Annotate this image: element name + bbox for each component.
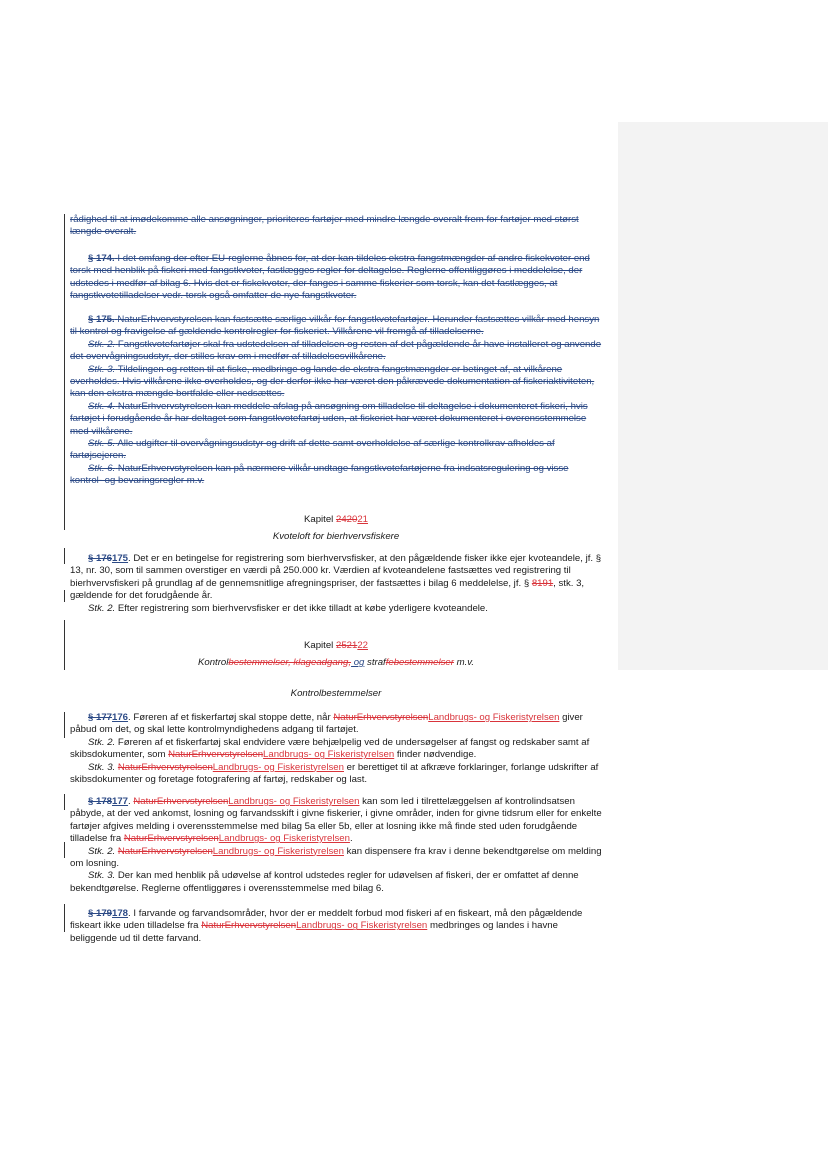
text: Kvoteloft for bierhvervsfiskere [272,531,400,542]
deleted-number: 21 [346,640,358,651]
stk-label: Stk. 5. [88,438,116,450]
stk-label: Stk. 3. [88,761,116,773]
stk-label: Stk. 2. [88,602,116,614]
deleted-agency: NaturErhvervstyrelsen [123,833,219,845]
text: Kontrolbestemmelser [290,688,382,699]
inserted-agency: Landbrugs- og Fiskeristyrelsen [296,920,428,932]
chapter-heading [70,640,602,652]
text: , stk. 3, gældende for det forudgående år. [70,577,585,602]
text: Der kan med henblik på udøvelse af kontrol udstedes regler for udøvelsen af fiskeri, der er omfattet af denne bekendtgørelse. Reglerne offentliggøres i overensstemmelse med bilag 6. [70,870,579,894]
inserted-agency: Landbrugs- og Fiskeristyrelsen [218,833,350,845]
text: Kontrol [197,657,229,668]
text: . [128,796,134,807]
section-174-deleted [70,253,602,303]
section-178 [70,908,602,945]
inserted-agency: Landbrugs- og Fiskeristyrelsen [212,845,344,857]
deleted-paragraph [70,214,602,239]
deleted-agency: NaturErhvervstyrelsen [201,920,297,932]
stk-label: Stk. 4. [88,400,116,412]
inserted-section-number: 177 [112,796,129,807]
deleted-agency: NaturErhvervstyrelsen [168,749,264,761]
section-175-deleted [70,314,602,488]
text: Føreren af et fiskerfartøj skal endvidere være behjælpelig ved de undersøgelser af fangst og redskaber samt af skibsdokumenter, som [70,736,590,761]
chapter-title [70,531,602,543]
deleted-section-number: § 176 [88,553,113,564]
stk-label: Stk. 2. [88,338,116,350]
inserted-number: 22 [357,640,368,651]
deleted-agency: NaturErhvervstyrelsen [117,761,213,773]
deleted-number: 20 [346,514,358,525]
chapter-heading [70,514,602,526]
deleted-text: , klageadgang, [288,657,352,668]
deleted-section-number: § 178 [88,796,113,807]
text: er berettiget til at afkræve forklaringer, forlange udskrifter af skibsdokumenter og foretage fotografering af fartøj, redskaber og last. [70,761,599,786]
chapter-label: Kapitel [303,640,336,651]
text: rådighed til at imødekomme alle ansøgninger, prioriteres fartøjer med mindre længde overalt frem for fartøjer med størst længde overalt. [70,214,579,238]
stk-label: Stk. 3. [88,870,116,882]
text: m.v. [453,657,475,668]
stk-label: Stk. 2. [88,736,116,748]
inserted-section-number: 175 [112,553,129,564]
text: NaturErhvervstyrelsen kan fastsætte særlige vilkår for fangstkvotefartøjer. Herunder fastsættes vilkår med hensyn til kontrol og fravigelse af gældende kontrolregler for fiskeriet. Vilkårene vil fremgå af tilladelserne. [70,314,600,338]
text: giver påbud om det, og skal lette kontrolmyndighedens adgang til fartøjet. [70,712,583,736]
inserted-agency: Landbrugs- og Fiskeristyrelsen [212,761,344,773]
text: . I farvande og farvandsområder, hvor der er meddelt forbud mod fiskeri af en fiskeart, må den pågældende fiskeart ikke uden tilladelse fra [70,908,583,932]
section-177 [70,796,602,895]
inserted-number: 21 [357,514,368,525]
section-number: § 174. [88,253,115,264]
text: . [349,833,353,845]
text: Tildelingen og retten til at fiske, medbringe og lande de ekstra fangstmængder er betinget af, at vilkårene overholdes. Hvis vilkårene ikke overholdes, og der derfor ikke har været den påkrævede dokumentation af fiskeriaktiviteten, kan den ekstra mængde bortfalde eller nedsættes. [70,363,595,400]
subheading [70,688,602,700]
text: . Føreren af et fiskerfartøj skal stoppe dette, når [128,712,334,723]
text: I det omfang der efter EU-reglerne åbnes for, at der kan tildeles ekstra fangstmængder af andre fiskekvoter end torsk med henblik på fiskeri med fangstkvoter, fastlægges regler for deltagelse. Reglerne offentliggøres i meddelelse, der udstedes i medfør af bilag 6. Hvis det er fiskekvoter, der fanges i samme fiskerier som torsk, kan det fastlægges, at fangstkvotetilladelser vedr. torsk også omfatter de nye fangstkvoter. [70,253,590,302]
deleted-section-number: § 177 [88,712,113,723]
deleted-agency: NaturErhvervstyrelsen [133,796,229,807]
inserted-agency: Landbrugs- og Fiskeristyrelsen [428,712,560,723]
text: medbringes og landes i havne beliggende ud til dette farvand. [70,920,558,944]
text: Efter registrering som bierhvervsfisker er det ikke tilladt at købe yderligere kvoteandele. [115,602,488,614]
deleted-agency: NaturErhvervstyrelsen [117,845,213,857]
text: Alle udgifter til overvågningsudstyr og drift af dette samt overholdelse af særlige kontrolkrav afholdes af fartøjsejeren. [70,438,555,462]
chapter-label: Kapitel [303,514,336,525]
inserted-agency: Landbrugs- og Fiskeristyrelsen [263,749,395,761]
inserted-agency: Landbrugs- og Fiskeristyrelsen [228,796,360,807]
deleted-text: bestemmelser [228,657,289,668]
text: NaturErhvervstyrelsen kan på nærmere vilkår undtage fangstkvotefartøjerne fra indsatsregulering og visse kontrol- og bevaringsregler m.v. [70,462,569,487]
text: NaturErhvervstyrelsen kan meddele afslag på ansøgning om tilladelse til deltagelse i dokumenteret fiskeri, hvis fartøjet i forudgående år har deltaget som fangstkvotefartøj uden, at fiskeriet har været dokumenteret i overensstemmelse med vilkårene. [70,400,588,437]
deleted-text: febestemmelser [385,657,454,668]
inserted-section-number: 176 [112,712,129,723]
stk-label: Stk. 6. [88,462,116,474]
stk-label: Stk. 2. [88,845,116,857]
deleted-ref: 8191 [531,577,554,589]
inserted-text: og [351,657,365,668]
text: straf [364,657,386,668]
deleted-number: 24 [335,514,347,525]
text: . Det er en betingelse for registrering som bierhvervsfisker, at den pågældende fisker ikke ejer kvoteandele, jf. § 13, nr. 30, som til sammen overstiger en værdi på 250.000 kr. Værdien af kvoteandelene fastsættes ved registrering til bierhvervsfiskeri på grundlag af de gennemsnitlige afregningspriser, der fastsættes i bilag 6 meddelelse, jf. § [70,553,602,589]
stk-label: Stk. 3. [88,363,116,375]
deleted-agency: NaturErhvervstyrelsen [333,712,429,723]
section-176 [70,712,602,786]
inserted-section-number: 178 [112,908,129,919]
text: kan dispensere fra krav i denne bekendtgørelse om melding om losning. [70,845,602,870]
chapter-title [70,657,602,669]
section-number: § 175. [88,314,115,325]
section-175 [70,553,602,615]
text: Fangstkvotefartøjer skal fra udstedelsen af tilladelsen og resten af det pågældende år have installeret og anvende det overvågningsudstyr, der stilles krav om i medfør af tilladelsesvilkårene. [70,338,602,363]
text: kan som led i tilrettelæggelsen af kontrolindsatsen påbyde, at der ved ankomst, losning og farvandsskift i givne fiskerier, i givne områder, inden for givne tidsrum eller for enkelte fartøjer afgives melding i overensstemmelse med bilag 5a eller 5b, eller at losning ikke må finde sted uden forudgående tilladelse fra [70,796,602,845]
deleted-section-number: § 179 [88,908,113,919]
text: finder nødvendige. [394,749,477,761]
deleted-number: 25 [335,640,347,651]
